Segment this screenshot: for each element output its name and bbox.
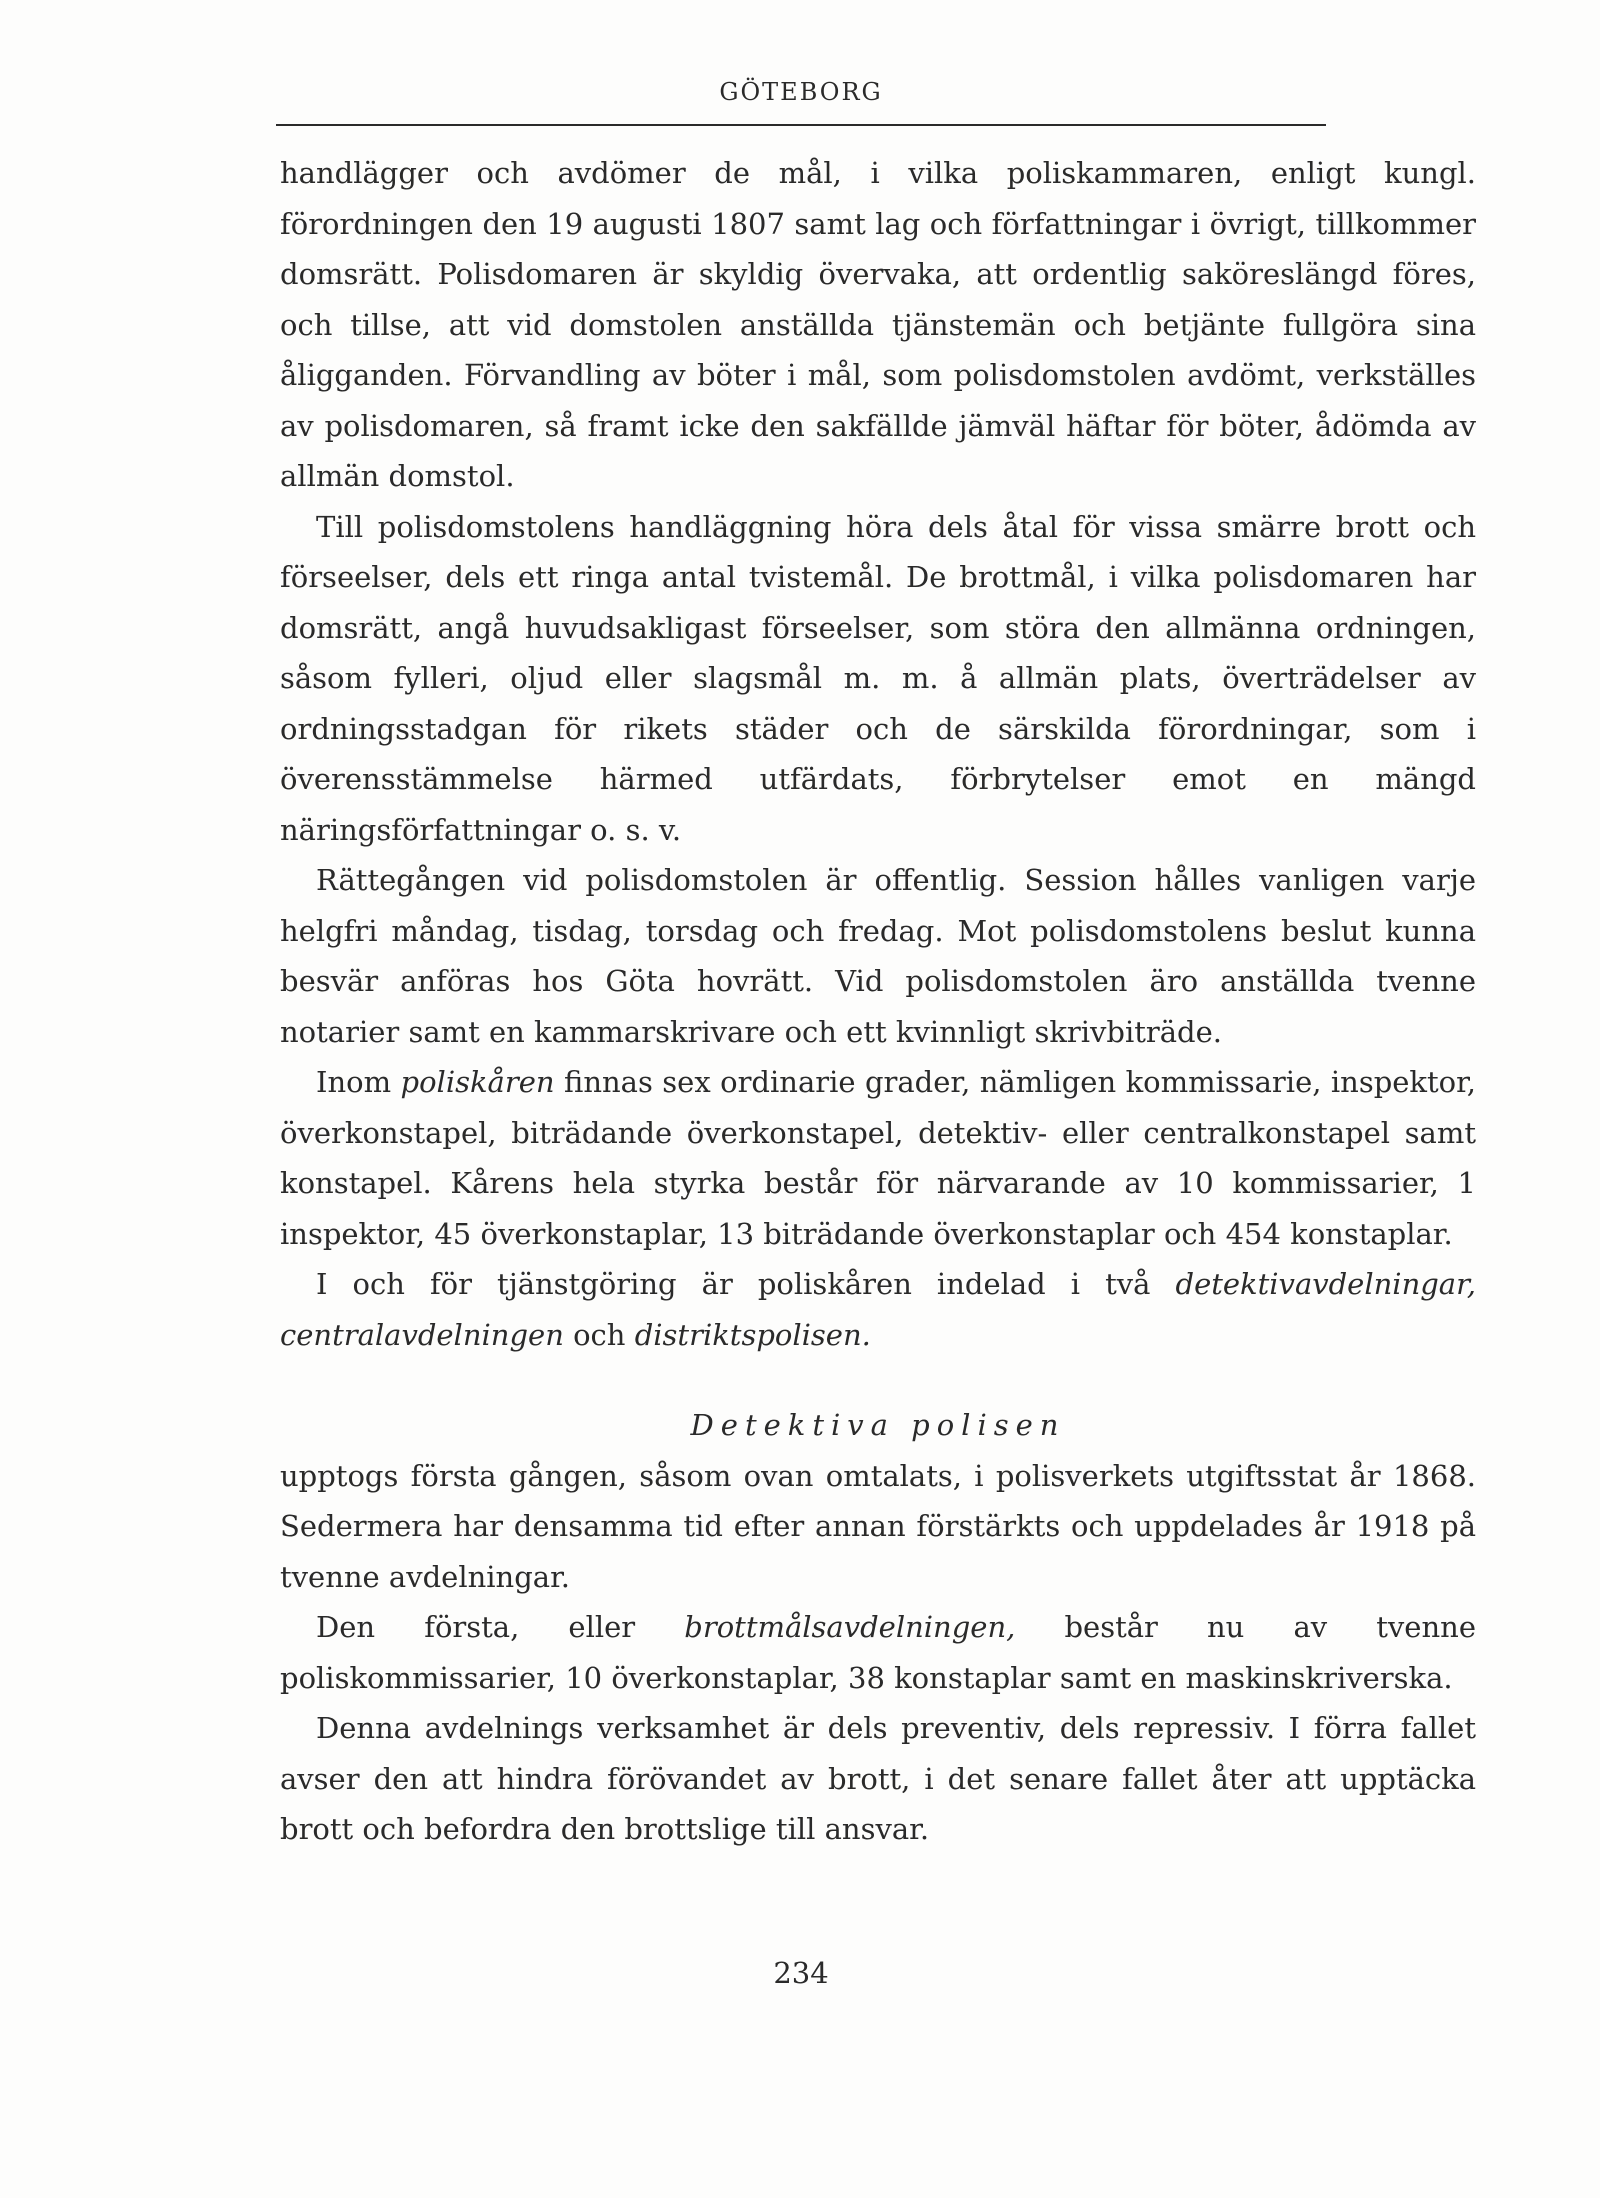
paragraph-4 [280, 1057, 1476, 1259]
body-text [280, 148, 1476, 1855]
paragraph-7-text-a: Den första, eller [316, 1610, 685, 1644]
paragraph-4-italic: poliskåren [400, 1065, 555, 1099]
paragraph-4-text-a: Inom [316, 1065, 401, 1099]
paragraph-8: Denna avdelnings verksamhet är dels preventiv, dels repressiv. I förra fallet avser den att hindra förövandet av brott, i det senare fallet åter att upptäcka brott och befordra den brottslige till ansvar. [280, 1711, 1476, 1846]
section-heading: Detektiva polisen [690, 1408, 1066, 1442]
paragraph-5-text-b: och [563, 1317, 635, 1352]
header-rule [276, 124, 1326, 126]
paragraph-1: handlägger och avdömer de mål, i vilka poliskammaren, enligt kungl. förordningen den 19 augusti 1807 samt lag och författningar i övrigt, tillkommer domsrätt. Polisdomaren är skyldig övervaka, att ordentlig saköreslängd föres, och tillse, att vid domstolen anställda tjänstemän och betjänte fullgöra sina åligganden. Förvandling av böter i mål, som polisdomstolen avdömt, verkställes av polisdomaren, så framt icke den sakfällde jämväl häftar för böter, ådömda av allmän domstol. [280, 156, 1476, 493]
paragraph-4-text-b: finnas sex ordinarie grader, nämligen kommissarie, inspektor, överkonstapel, biträdande överkonstapel, detektiv- eller centralkonstapel samt konstapel. Kårens hela styrka består för närvarande av 10 kommissarier, 1 inspektor, 45 överkonstaplar, 13 biträdande överkonstaplar och 454 konstaplar. [280, 1065, 1477, 1251]
paragraph-5 [280, 1259, 1476, 1360]
paragraph-3: Rättegången vid polisdomstolen är offentlig. Session hålles vanligen varje helgfri måndag, tisdag, torsdag och fredag. Mot polisdomstolens beslut kunna besvär anföras hos Göta hovrätt. Vid polisdomstolen äro anställda tvenne notarier samt en kammarskrivare och ett kvinnligt skrivbiträde. [280, 863, 1476, 1049]
running-head: GÖTEBORG [719, 78, 883, 106]
paragraph-7 [280, 1602, 1476, 1703]
paragraph-5-italic-b: distriktspolisen. [634, 1317, 871, 1352]
paragraph-2: Till polisdomstolens handläggning höra dels åtal för vissa smärre brott och förseelser, dels ett ringa antal tvistemål. De brottmål, i vilka polisdomaren har domsrätt, angå huvudsakligast förseelser, som störa den allmänna ordningen, såsom fylleri, oljud eller slagsmål m. m. å allmän plats, överträdelser av ordningsstadgan för rikets städer och de särskilda förordningar, som i överensstämmelse härmed utfärdats, förbrytelser emot en mängd näringsförfattningar o. s. v. [280, 509, 1476, 847]
paragraph-5-text-a: I och för tjänstgöring är poliskåren indelad i två [316, 1267, 1176, 1301]
paragraph-7-italic: brottmålsavdelningen, [684, 1610, 1016, 1644]
paragraph-6: upptogs första gången, såsom ovan omtalats, i polisverkets utgiftsstat år 1868. Sedermera har densamma tid efter annan förstärkts och uppdelades år 1918 på tvenne avdelningar. [280, 1458, 1476, 1594]
page-number: 234 [773, 1956, 829, 1990]
paragraph-7-text-b: består nu av tvenne poliskommissarier, 10 överkonstaplar, 38 konstaplar samt en maskinskriverska. [280, 1610, 1476, 1695]
paragraph-5-italic-a: detektivavdelningar, centralavdelningen [280, 1267, 1476, 1352]
